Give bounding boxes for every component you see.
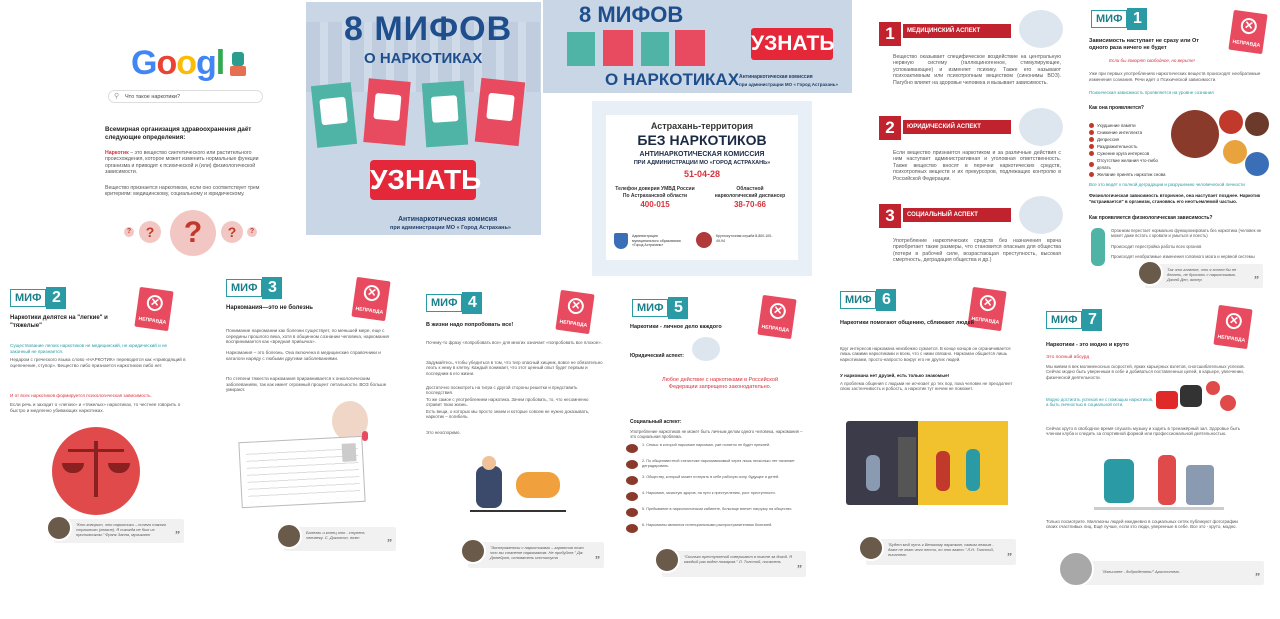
- youtube-icon: [1156, 391, 1178, 409]
- like-icon: [1220, 395, 1236, 411]
- people-icon: [1019, 196, 1063, 234]
- symptom-item: Ухудшение памяти: [1089, 122, 1169, 129]
- myth-7-p2: Сейчас круто в свободное время слушать музыку и ходить в тренажёрный зал. Здоровье быть членом клуба и следить за спортивной формой или профессиональной деятельностью.: [1046, 426, 1241, 437]
- myth-1-p3: Организм перестает нормально функционировать без наркотика (человек не может даже встать с кровати и умыться и поесть): [1111, 228, 1262, 238]
- symptoms-icon-circle: [1245, 112, 1269, 136]
- myth-3-p2: Наркомания – это болезнь. Она включена в медицинские справочники и каталоги наряду с любыми другими заболеваниями.: [226, 350, 381, 361]
- thumb-down-icon: [1089, 172, 1094, 177]
- instagram-icon: [1180, 385, 1202, 407]
- card-red: [675, 30, 705, 66]
- search-text: Что такое наркотики?: [125, 94, 181, 100]
- myth-1-p1: Уже при первых употреблениях наркотических веществ происходят необратимые изменения сознания. Речи идет о Психической зависимости.: [1089, 71, 1261, 82]
- myth-2-title: Наркотики делятся на "легкие" и "тяжелые": [10, 315, 108, 329]
- myth-1-title: Зависимость наступает не сразу или От одного раза ничего не будет: [1089, 38, 1199, 51]
- myth-1-h: Психическая зависимость проявляется на уровне сознания: [1089, 90, 1214, 95]
- astrakhan-l4: ПРИ АДМИНИСТРАЦИИ МО «ГОРОД АСТРАХАНЬ»: [633, 160, 771, 166]
- card-green: [567, 32, 595, 66]
- myth-7-badge: МИФ 7: [1046, 311, 1102, 329]
- tile-myth-4: [418, 290, 614, 585]
- small-poster-title-1: 8 МИФОВ: [579, 2, 684, 27]
- author-photo: [276, 523, 302, 549]
- tile-poster-small: [543, 0, 852, 93]
- quote-text: "Эксперименты с наркотиками – гарантия того что вы станете наркоманом. Не пробуйте." Дж. Дюпейрон, основатель института: [490, 545, 584, 560]
- tile-myth-3: [214, 275, 410, 575]
- symptoms-icon-circle: [1223, 140, 1247, 164]
- quote-box: [866, 539, 1016, 565]
- aspect-1-num: 1: [879, 22, 901, 46]
- author-photo: [1137, 260, 1163, 286]
- card-red: [475, 78, 525, 146]
- myth-1-sub: Если бы говорят свободное, но верьте!: [1109, 58, 1195, 63]
- symptom-item: Отсутствие желания что-либо делать: [1089, 157, 1169, 171]
- myth-7-h2: Модно достигать успехов не с помощью наркотиков, а быть личностью в социальной сети.: [1046, 397, 1154, 408]
- card-green: [641, 32, 669, 66]
- myth-2-p3: И от всех наркотиков формируется психологическая зависимость.: [10, 393, 152, 398]
- myth-5-title: Наркотики - личное дело каждого: [630, 324, 722, 330]
- question-icon: ?: [124, 227, 134, 237]
- tile-myth-7: [1040, 305, 1272, 615]
- tile-poster-big: [306, 2, 541, 235]
- door-icon: [898, 437, 916, 497]
- astrakhan-l2: БЕЗ НАРКОТИКОВ: [637, 132, 767, 148]
- social-icons: [1156, 381, 1244, 421]
- tile-myth-1: [1083, 2, 1278, 297]
- footer-org-1: Администрация муниципального образования «Город Астрахань»: [632, 234, 681, 247]
- body-icon: [1091, 228, 1105, 266]
- quote-box: [1145, 264, 1263, 288]
- myth-7-h1: Это полный абсурд: [1046, 355, 1090, 360]
- thumb-down-icon: [1089, 123, 1094, 128]
- search-icon: ⚲: [114, 93, 120, 100]
- myth-7-title: Наркотики - это модно и круто: [1046, 342, 1129, 348]
- false-stamp: ✕ НЕПРАВДА: [555, 290, 594, 334]
- tile-myth-6: [830, 287, 1028, 585]
- consequence-item: 5. Пребывание в наркологическом кабинете, больнице влечет нагрузку на общество.: [626, 507, 806, 521]
- quote-mark-icon: ”: [1255, 572, 1260, 583]
- false-stamp: ✕ НЕПРАВДА: [134, 287, 173, 331]
- myth-3-p3: По степени тяжести наркомания приравнивается к онкологическим заболеваниям, так как имеет огромный процент летальности. ВОЗ больше умирают.: [226, 376, 387, 393]
- coat-of-arms-icon: [614, 233, 628, 249]
- quote-mark-icon: ”: [1007, 552, 1012, 563]
- symptom-item: Сужение круга интересов: [1089, 150, 1169, 157]
- quote-box: [468, 542, 604, 568]
- quote-mark-icon: ”: [1254, 275, 1259, 286]
- myth-6-title: Наркотики помогают общению, сближают людей: [840, 320, 975, 326]
- consequence-item: 4. Наркоман, зачастую здоров, на пути к преступлению, рост преступности.: [626, 491, 806, 505]
- astrakhan-phone: 51-04-28: [683, 169, 721, 179]
- myth-1-p2: Физиологическая зависимость вторичное, она наступает позднее. Наркотик "встраивается" в организм, становясь его неотъемлемой частью.: [1089, 193, 1261, 204]
- myth-4-p6: Это неоспоримо.: [426, 430, 461, 435]
- consequence-item: 2. По общеизвестной статистике наркозависимый через лишь несколько лет начинает деградировать.: [626, 459, 806, 473]
- google-logo: Googl: [131, 44, 225, 82]
- aspect-2-title: ЮРИДИЧЕСКИЙ АСПЕКТ: [903, 120, 1011, 134]
- quote-text: "Будет мой путь к Великому наркоман, самым легким - даже не знаю чего нести, но это важно." Л.Н. Толстой, писатель: [888, 542, 994, 557]
- aspect-2-num: 2: [879, 116, 901, 140]
- card-green: [311, 82, 357, 148]
- myth-6-badge: МИФ 6: [840, 291, 896, 309]
- tile-aspects: [873, 2, 1073, 282]
- quote-text: "Сколько преступлений совершают в погоне за дозой. Я каждый раз видел пожаром." Л. Толстой, писатель: [684, 554, 792, 564]
- symptom-item: Раздражительность: [1089, 143, 1169, 150]
- gym-illustration: [1094, 445, 1224, 513]
- card-red: [363, 78, 410, 145]
- myth-5-badge: МИФ 5: [632, 299, 688, 317]
- aspect-2-body: Если вещество признается наркотиком и за различные действия с ним наступает административная и уголовная ответственность. Также вещество вносят в перечни наркотических средств, психотропных веществ и их прекурсоров, подлежащих контролю в Российской Федерации.: [893, 150, 1061, 182]
- symptom-item: Желание принять наркотик снова: [1089, 171, 1169, 178]
- symptoms-list: [1089, 122, 1169, 178]
- myth-1-p5: Происходят необратимые изменения головного мозга и нервной системы: [1111, 254, 1255, 259]
- myth-3-title: Наркомания—это не болезнь: [226, 305, 313, 311]
- myth-1-q: Как она проявляется?: [1089, 105, 1144, 111]
- astrakhan-l3: АНТИНАРКОТИЧЕСКАЯ КОМИССИЯ: [639, 151, 765, 158]
- google-definition: Наркотик – это вещество синтетического или растительного происхождения, которое может изменить нормальные функции организма и приводит к психической и (или) физиологической зависимости.: [105, 150, 259, 176]
- quote-box: [54, 519, 184, 543]
- quote-text: "Излишнее - добродетель!" Аристотель: [1102, 569, 1180, 574]
- quote-mark-icon: ”: [175, 530, 180, 541]
- doodle-icon: [228, 52, 248, 80]
- aspect-3-body: Употребление наркотических средств без назначения врача приобретает такие размеры, что становится опасным для общества (потери в рабочей силе, возрастающая преступность, высокая смертность, деградация общества и др.): [893, 238, 1061, 264]
- myth-4-p3: Достаточно посмотреть на тигра с другой стороны решетки и представить последствия.: [426, 385, 578, 396]
- myth-5-h2: Социальный аспект:: [630, 419, 682, 425]
- poster-title-2: О НАРКОТИКАХ: [364, 50, 483, 67]
- question-icon: ?: [247, 227, 257, 237]
- myth-1-h2: Все это ведёт к полной деградации и разрушению человеческой личности: [1089, 182, 1245, 187]
- myth-4-p4: То же самое с употреблением наркотика. Зачем пробовать, то, что несомненно отравит твою жизнь.: [426, 397, 589, 408]
- false-stamp: ✕ НЕПРАВДА: [1228, 10, 1267, 54]
- thumb-down-icon: [1089, 144, 1094, 149]
- myth-2-p2: Недаром с греческого языка слово «НАРКОТИК» переводится как «приводящий в оцепенение, ступор». Вещество либо признается наркотиком либо нет.: [10, 357, 186, 368]
- thumb-down-icon: [626, 508, 638, 517]
- heart-icon: [1206, 381, 1220, 395]
- tiger-illustration: [470, 452, 566, 514]
- astrakhan-l1: Астрахань-территория: [650, 121, 754, 131]
- myth-7-p1: Мы живем в век молниеносных скоростей, ярких карьерных взлетов, сногсшибательных успехов. Сейчас модно быть уверенным в себе и добиваться поставленных целей, в карьере, увлечении, физической деятельности.: [1046, 364, 1245, 380]
- question-icon-big: ?: [170, 210, 216, 256]
- thumb-down-icon: [1089, 137, 1094, 142]
- scales-icon: [52, 427, 140, 515]
- small-poster-title-2: О НАРКОТИКАХ: [605, 70, 740, 89]
- card-green: [422, 81, 468, 148]
- myth-2-p4: Если речь и заходит о «легких» и «тяжелых» наркотиках, то честнее говорить о быстро и медленно убивающих наркотиках.: [10, 402, 181, 413]
- pill-icon: [362, 431, 368, 441]
- google-recog: Вещество признается наркотиком, если оно соответствует трем критериям: медицинскому, социальному и юридическому.: [105, 185, 260, 198]
- myth-6-q: У наркомана нет друзей, есть только знакомые!: [840, 373, 950, 378]
- medical-record-icon: [238, 436, 365, 508]
- smile-icon: [319, 97, 348, 126]
- card-red: [603, 30, 633, 66]
- google-heading: Всемирная организация здравоохранения даёт следующие определения:: [105, 126, 252, 141]
- search-box[interactable]: [108, 90, 263, 103]
- aspect-1-body: Вещество оказывает специфическое воздействие на центральную нервную систему (галлюциногенное, стимулирующее, успокаивающее) и изменяет психику. Также его называют психоактивным или психотропным веществом (синонимы ВОЗ). Пагубно влияет на здоровье человека и вызывает зависимость.: [893, 54, 1061, 86]
- thumb-down-icon: [626, 476, 638, 485]
- myth-5-p2: Употребление наркотиков не может быть личным делом одного человека, наркомания – это социальная проблема.: [630, 429, 803, 439]
- consequence-item: 1. Семья: в которой наркоман наркоман, уже понятно не будет прежней.: [626, 443, 806, 457]
- small-poster-footer-2: при администрации МО « Город Астрахань»: [739, 82, 838, 87]
- smile-icon: [431, 95, 459, 123]
- quote-box: [1068, 561, 1264, 585]
- myth-1-q2: Как проявляется физиологическая зависимость?: [1089, 215, 1213, 221]
- thumb-down-icon: [626, 460, 638, 469]
- thumb-down-icon: [626, 524, 638, 533]
- thumb-down-icon: [1089, 151, 1094, 156]
- false-stamp: ✕ НЕПРАВДА: [967, 287, 1006, 331]
- myth-6-p1: Круг интересов наркомана неизбежно сужается. В конце концов он ограничивается лишь самими наркотиками и всем, что с ними связано. Наркоман общается лишь наркотиками, просто-напросто вокруг его не других людей.: [840, 346, 1011, 362]
- consequence-item: 6. Наркоманы являются потенциальными распространителями болезней.: [626, 523, 806, 537]
- quote-mark-icon: ”: [595, 555, 600, 566]
- quote-box: [284, 527, 396, 551]
- myth-4-p5: Есть вещи, о которых мы просто знаем и которые совсем не нужно доказывать, наркотик – погибель.: [426, 409, 590, 420]
- sad-icon: [486, 93, 515, 122]
- tile-google: [100, 30, 290, 260]
- eagle-icon: [696, 232, 712, 248]
- quote-text: Так что главное, что я хотел бы не делать, не бросать с наркотиками. Джонй Деп, актер: [1167, 267, 1237, 282]
- small-learn-button[interactable]: УЗНАТЬ: [751, 28, 833, 60]
- myth-5-p1: Любое действие с наркотиками в Российской Федерации запрещено законодательно.: [661, 377, 779, 390]
- author-photo: [460, 538, 486, 564]
- quote-mark-icon: ”: [387, 538, 392, 549]
- myth-3-badge: МИФ 3: [226, 279, 282, 297]
- symptom-item: Депрессия: [1089, 136, 1169, 143]
- police-icon: [692, 337, 720, 361]
- myth-3-p1: Понимание наркомании как болезни существует, по меньшей мере, еще с середины прошлого века, хотя в общинном сознании человека, наркомания воспринимается как «вредная привычка».: [226, 328, 390, 345]
- author-photo: [1058, 551, 1094, 587]
- myth-4-p2: Задумайтесь, чтобы убедиться в том, что тигр опасный хищник, вовсе не обязательно лезть к нему в клетку. Каждый понимает, что этот ценный опыт будет первым и последним в его жизни.: [426, 360, 603, 376]
- aspect-1-title: МЕДИЦИНСКИЙ АСПЕКТ: [903, 24, 1011, 38]
- myth-1-p4: Происходит перестройка работы всех органов: [1111, 244, 1202, 249]
- symptom-item: Снижение интеллекта: [1089, 129, 1169, 136]
- learn-button[interactable]: УЗНАТЬ: [370, 160, 476, 200]
- myth-4-badge: МИФ 4: [426, 294, 482, 312]
- thumb-down-icon: [1089, 130, 1094, 135]
- myth-1-badge: МИФ 1: [1091, 10, 1147, 28]
- poster-footer-1: Антинаркотическая комисия: [398, 216, 498, 223]
- quote-box: [662, 551, 806, 577]
- footer-org-2: Круглосуточная служба 8-800-100-49-94: [716, 234, 773, 243]
- author-photo: [46, 515, 72, 541]
- false-stamp: ✕ НЕПРАВДА: [757, 295, 796, 339]
- thumb-down-icon: [626, 492, 638, 501]
- myth-4-p1: Почему-то фразу «попробовать все» для многих означает «попробовать все плохое».: [426, 340, 602, 345]
- consequence-item: 3. Обществу, который может потерять в себе рабочую силу, будущее и детей.: [626, 475, 806, 489]
- symptoms-icon-circle: [1219, 110, 1243, 134]
- poster-footer-2: при администрации МО « Город Астрахань»: [390, 225, 511, 231]
- hotline-2: Областной наркологический диспансер 38-70-66: [714, 186, 786, 209]
- small-poster-footer-1: Антинаркотическая комиссия: [739, 74, 813, 80]
- doctor-icon: [1019, 10, 1063, 48]
- party-illustration: [846, 421, 1008, 505]
- tile-astrakhan: [592, 101, 812, 276]
- question-icon: ?: [139, 221, 161, 243]
- hotline-1: Телефон доверия УМВД России По Астраханской области 400-015: [615, 186, 695, 209]
- thumb-down-icon: [626, 444, 638, 453]
- myth-6-p2: А проблема общения с людьми не исчезает до тех пор, пока человек не преодолеет свою застенчивость и робость, а наркотик тут ничем не поможет.: [840, 381, 1013, 392]
- police-icon: [1019, 108, 1063, 146]
- symptoms-icon-circle: [1245, 152, 1269, 176]
- aspect-3-num: 3: [879, 204, 901, 228]
- false-stamp: ✕ НЕПРАВДА: [1213, 305, 1252, 349]
- myth-7-p3: Только посмотрите. Миллионы людей ежедневно в социальных сетях публикуют фотографии своих счастливых лиц. Ещё лучше, если это люди, уверенные в себе. Все это - круто, модно.: [1046, 519, 1238, 530]
- myth-4-title: В жизни надо попробовать все!: [426, 322, 514, 328]
- false-stamp: ✕ НЕПРАВДА: [351, 277, 390, 321]
- poster-title-1: 8 МИФОВ: [344, 10, 513, 48]
- quote-mark-icon: ”: [797, 564, 802, 575]
- myth-2-badge: МИФ 2: [10, 289, 66, 307]
- symptoms-icon-circle: [1171, 110, 1219, 158]
- quote-text: Болезнь и конец это - ступень человеку. С. Дикинсон, поэт: [306, 530, 365, 540]
- tile-myth-5: [620, 295, 816, 590]
- author-photo: [858, 535, 884, 561]
- thumb-down-icon: [1089, 162, 1094, 167]
- sad-icon: [373, 93, 401, 121]
- question-icon: ?: [221, 221, 243, 243]
- myth-2-p1: Существование легких наркотиков не медицинский, не юридический и не законный не признается.: [10, 343, 168, 354]
- aspect-3-title: СОЦИАЛЬНЫЙ АСПЕКТ: [903, 208, 1011, 222]
- tile-myth-2: [2, 285, 197, 585]
- author-photo: [654, 547, 680, 573]
- myth-5-h1: Юридический аспект:: [630, 353, 684, 359]
- consequences-list: [626, 443, 806, 543]
- quote-text: "Кто говорит, что наркотики – ничего такого страшного (легкие). Я никогда не был их противником." Фрэнк Заппа, музыкант: [76, 522, 167, 537]
